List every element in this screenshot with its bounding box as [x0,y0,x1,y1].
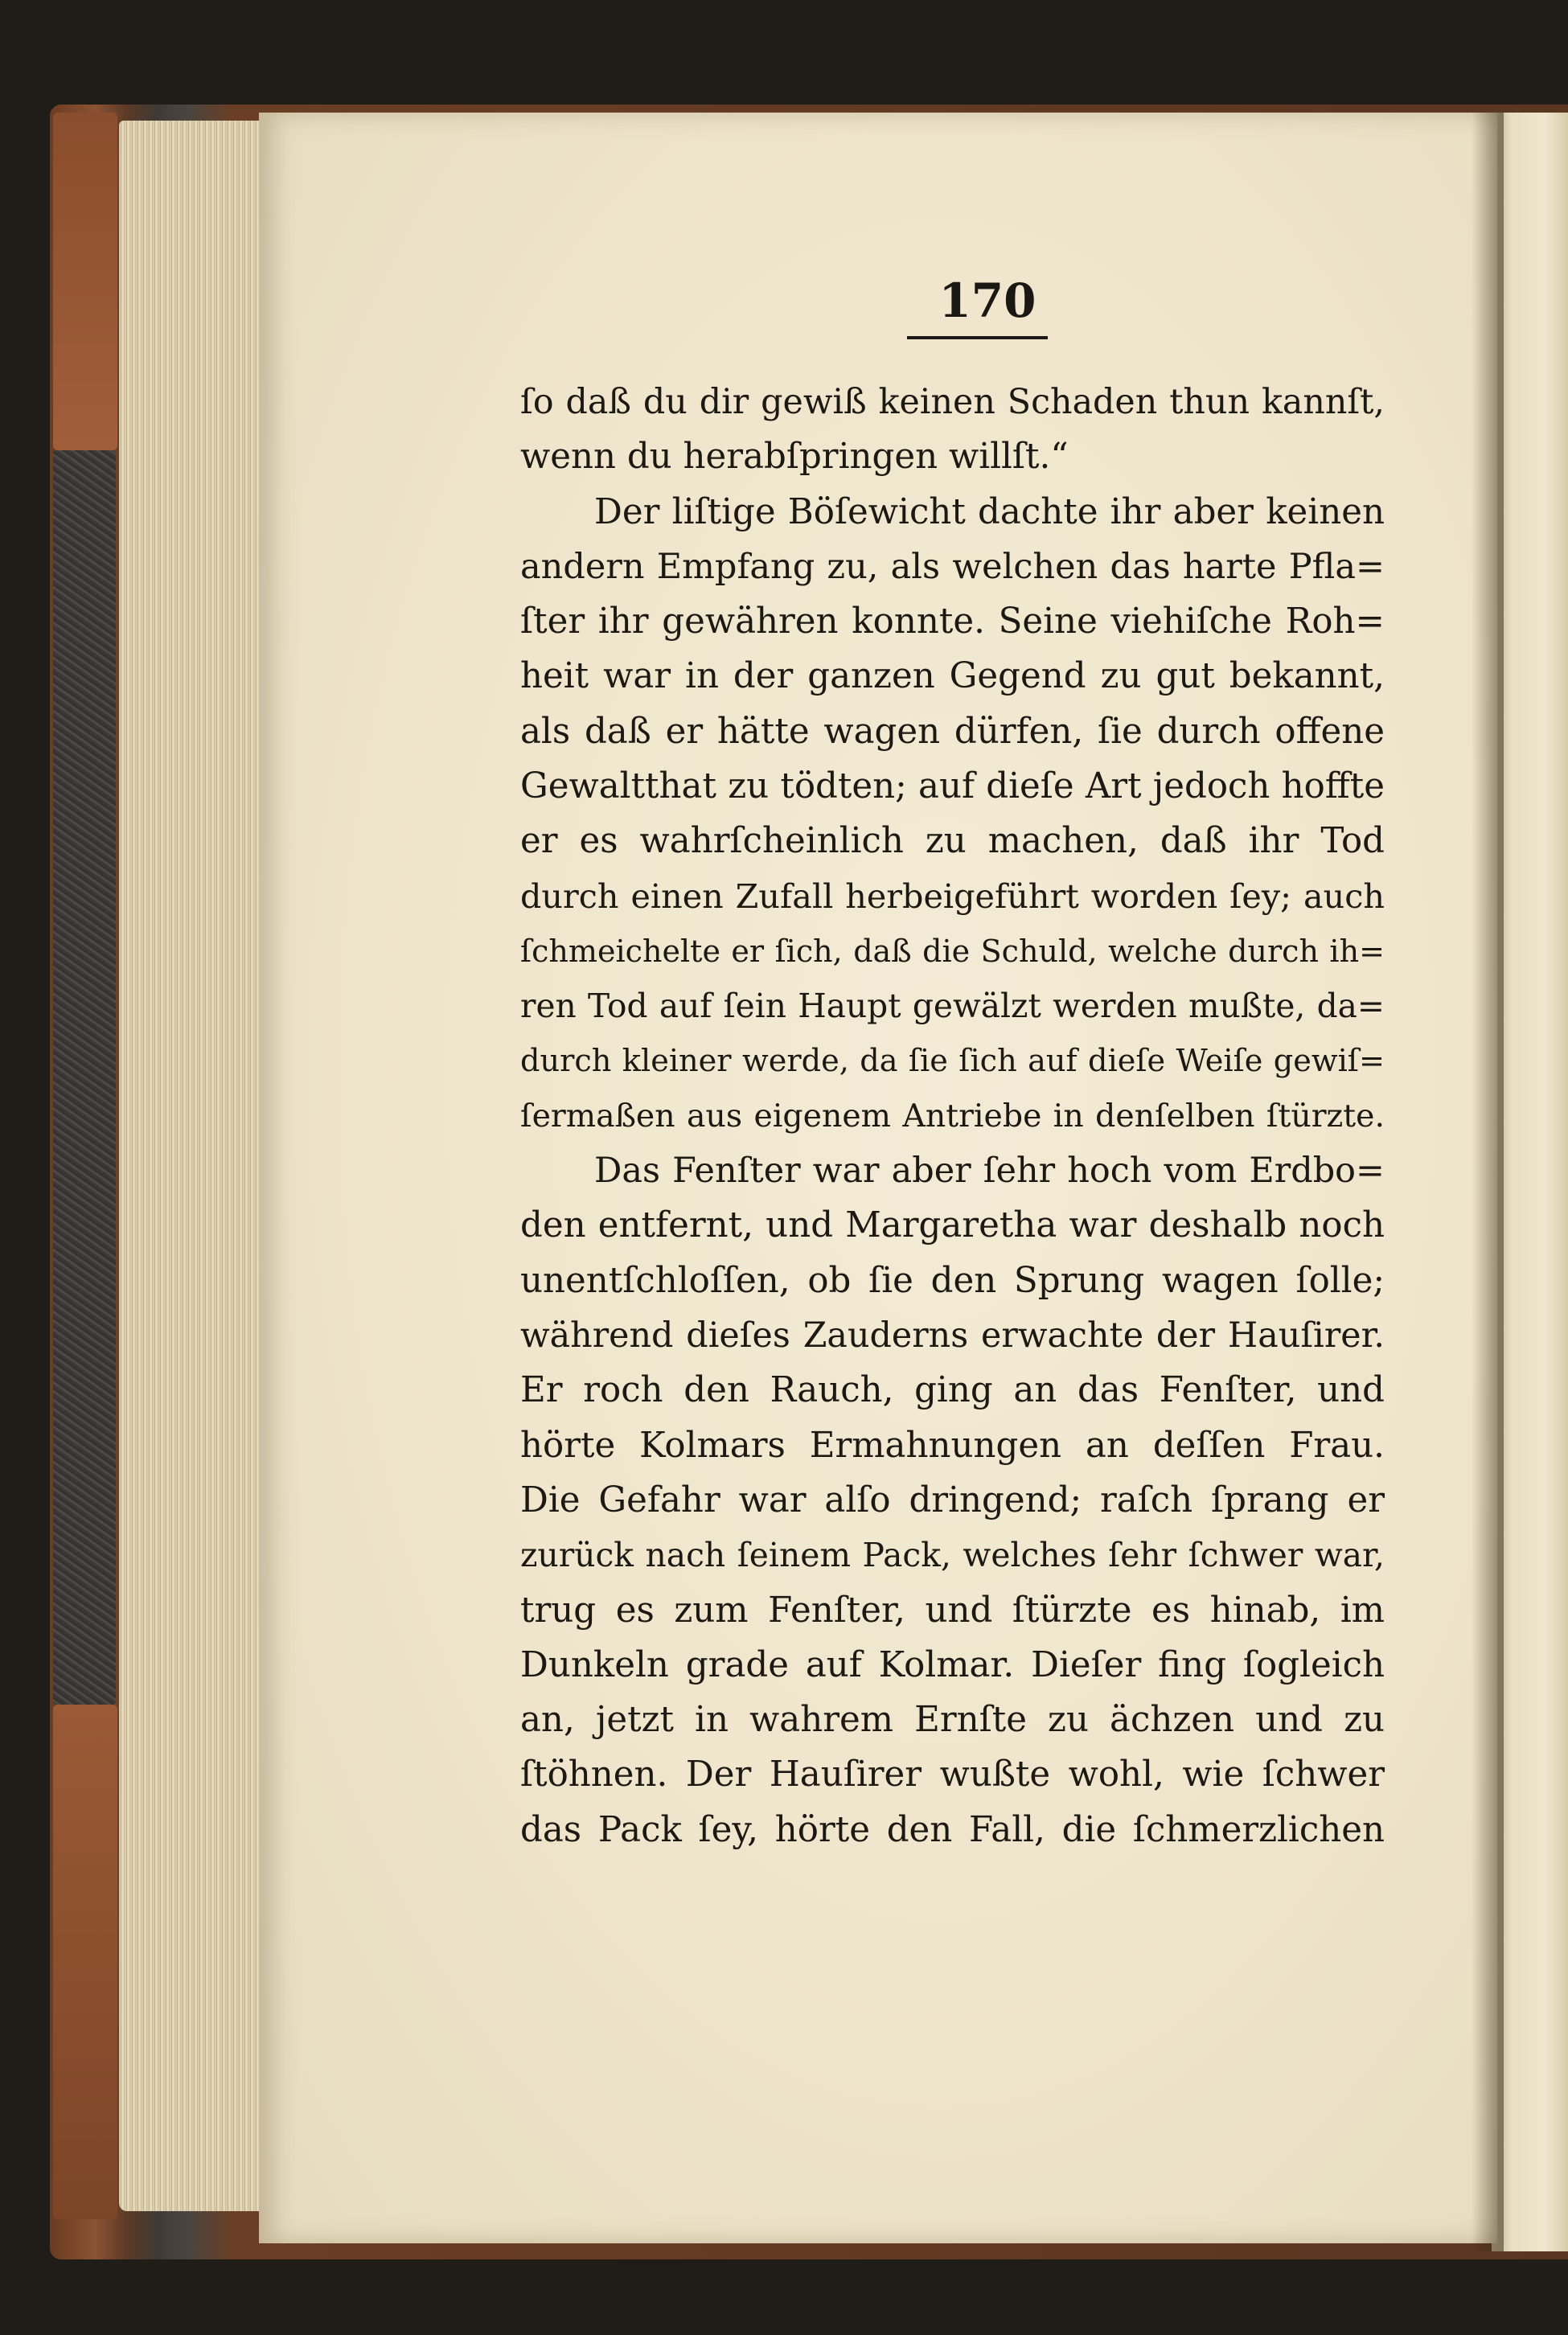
body-text [520,375,1385,1857]
text-line: Gewaltthat zu tödten; auf dieſe Art jedoch hoffte [520,766,1385,807]
text-line: ſo daß du dir gewiß keinen Schaden thun kannſt, [520,382,1385,422]
gutter-shadow [1472,113,1504,2251]
text-line: an, jetzt in wahrem Ernſte zu ächzen und zu [520,1700,1385,1741]
text-line: Die Gefahr war alſo dringend; raſch ſprang er [520,1479,1385,1520]
page-edges [119,121,264,2211]
text-line: ſchmeichelte er ſich, daß die Schuld, welche durch ih= [520,933,1385,969]
text-line: zurück nach ſeinem Pack, welches ſehr ſchwer war, [520,1536,1385,1575]
page-number-rule [907,336,1048,339]
text-line: ſter ihr gewähren konnte. Seine viehiſche Roh= [520,601,1385,642]
text-line: das Pack ſey, hörte den Fall, die ſchmerzlichen [520,1809,1385,1850]
text-line: Dunkeln grade auf Kolmar. Dieſer fing ſogleich [520,1644,1385,1685]
leather-binding-top [53,113,117,450]
text-line: Das Fenſter war aber ſehr hoch vom Erdbo= [594,1151,1385,1192]
text-line: heit war in der ganzen Gegend zu gut bekannt, [520,656,1385,697]
text-line: ſermaßen aus eigenem Antriebe in denſelben ſtürzte. [520,1097,1385,1135]
text-line: ſtöhnen. Der Hauſirer wußte wohl, wie ſchwer [520,1754,1385,1795]
page-number: 170 [938,273,1036,328]
text-line: durch kleiner werde, da ſie ſich auf dieſe Weiſe gewiſ= [520,1043,1385,1079]
text-line: hörte Kolmars Ermahnungen an deſſen Frau. [520,1425,1385,1466]
text-line: unentſchloſſen, ob ſie den Sprung wagen ſolle; [520,1260,1385,1301]
text-line: andern Empfang zu, als welchen das harte Pfla= [520,546,1385,587]
text-line: ren Tod auf ſein Haupt gewälzt werden mußte, da= [520,987,1385,1026]
text-line: den entfernt, und Margaretha war deshalb noch [520,1205,1385,1246]
text-line: wenn du herabſpringen willſt.“ [520,437,1069,478]
text-line: während dieſes Zauderns erwachte der Hauſirer. [520,1315,1385,1356]
text-line: trug es zum Fenſter, und ſtürzte es hinab, im [520,1590,1385,1631]
text-line: er es wahrſcheinlich zu machen, daß ihr Tod [520,821,1385,862]
text-line: durch einen Zufall herbeigeführt worden ſey; auch [520,876,1385,916]
text-line: Der liſtige Böſewicht dachte ihr aber keinen [594,491,1385,532]
cloth-binding [53,450,116,1705]
text-line: als daß er hätte wagen dürfen, ſie durch offene [520,711,1385,752]
text-line: Er roch den Rauch, ging an das Fenſter, und [520,1370,1385,1411]
leather-binding-bottom [53,1705,117,2219]
